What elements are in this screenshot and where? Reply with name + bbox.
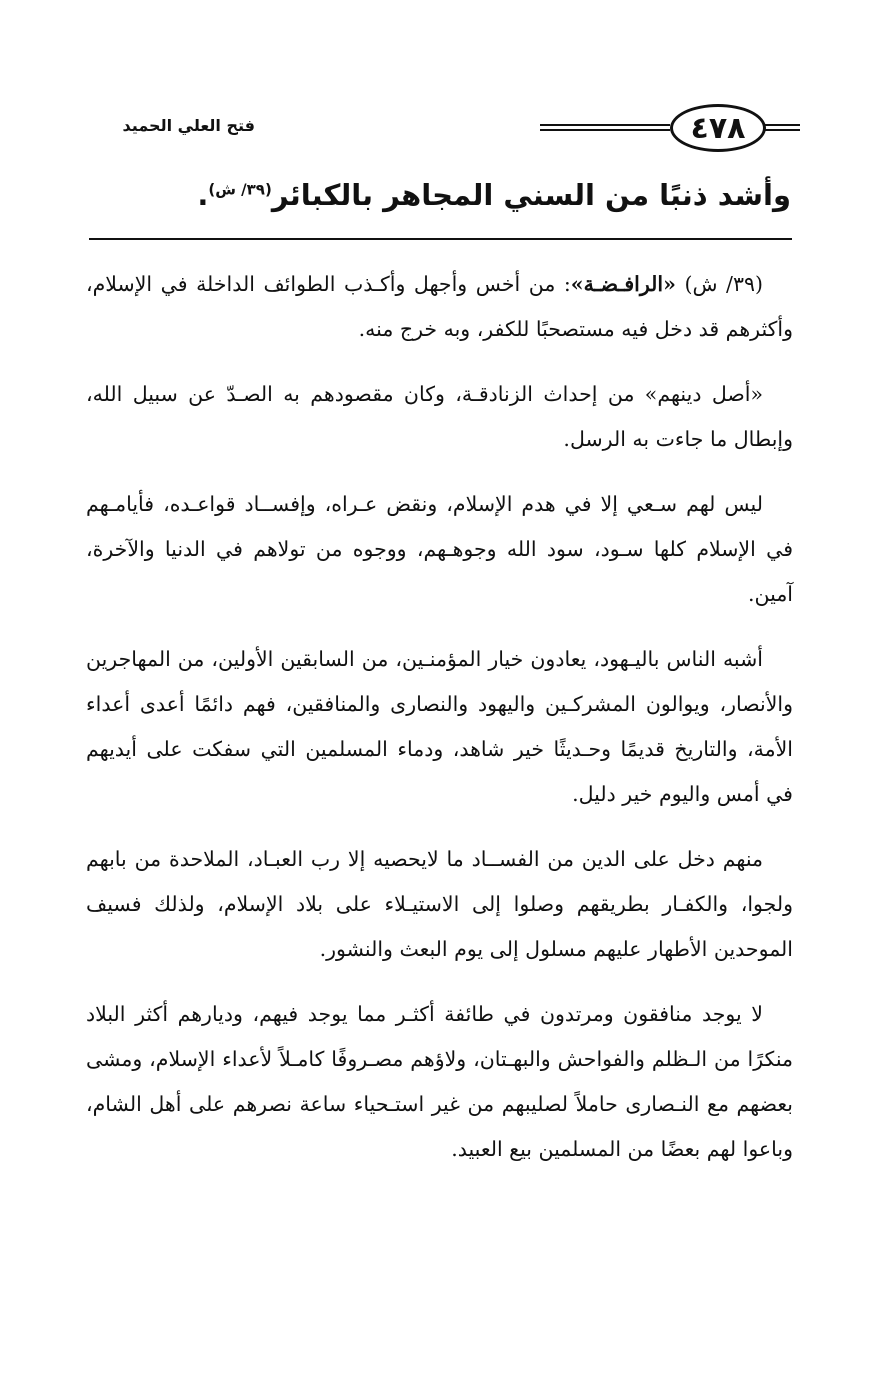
footnote-label: (٣٩/ ش) [684, 272, 763, 296]
footnote-p1-text: : من أخس وأجهل وأكـذب الطوائف الداخلة في الإسلام، وأكثرهم قد دخل فيه مستصحبًا للكفر، وبه خرج منه. [86, 272, 793, 341]
header-rule-left [540, 124, 670, 126]
page-number: ٤٧٨ [670, 104, 766, 152]
footnote-separator [89, 238, 792, 240]
footnote-paragraph-4: أشبه الناس باليـهود، يعادون خيار المؤمنـين، من السابقين الأولين، من المهاجرين والأنصار، ويوالون المشركـين واليهود والنصارى والمنافقين، فهم دائمًا أعدى أعداء الأمة، والتاريخ قديمًا وحـديثًا خير شاهد، ودماء المسلمين التي سفكت على أيديهم في أمس واليوم خير دليل. [86, 647, 793, 806]
main-text-line [91, 178, 791, 212]
header-rule-tail [765, 124, 800, 126]
running-header [80, 100, 800, 160]
footnote-paragraph-2: «أصل دينهم» من إحداث الزنادقـة، وكان مقصودهم به الصـدّ عن سبيل الله، وإبطال ما جاءت به الرسل. [86, 382, 793, 451]
footnote-paragraph-6: لا يوجد منافقون ومرتدون في طائفة أكثـر مما يوجد فيهم، وديارهم أكثر البلاد منكرًا من الـظلم والفواحش والبهـتان، ولاؤهم مصـروفًا كامـلاً لأعداء الإسلام، ومشى بعضهم مع النـصارى حاملاً لصليبهم من غير استـحياء ساعة نصرهم على أهل الشام، وباعوا لهم بعضًا من المسلمين بيع العبيد. [86, 1002, 793, 1161]
main-text: وأشد ذنبًا من السني المجاهر بالكبائر [271, 178, 791, 212]
footnote-reference: (٣٩/ ش) [208, 180, 272, 199]
main-text-end: . [197, 178, 209, 212]
footnote-body [86, 262, 793, 1192]
footnote-keyword: «الرافـضـة» [570, 272, 676, 296]
footnote-paragraph-5: منهم دخل على الدين من الفســاد ما لايحصيه إلا رب العبـاد، الملاحدة من بابهم ولجوا، والكفـار بطريقهم وصلوا إلى الاستيـلاء على بلاد الإسلام، ولذلك فسيف الموحدين الأطهار عليهم مسلول إلى يوم البعث والنشور. [86, 847, 793, 961]
footnote-paragraph-3: ليس لهم سـعي إلا في هدم الإسلام، ونقض عـراه، وإفســاد قواعـده، فأيامـهم في الإسلام كلها سـود، سود الله وجوهـهم، ووجوه من تولاهم في الدنيا والآخرة، آمين. [86, 492, 793, 606]
book-title: فتح العلي الحميد [122, 116, 255, 135]
footnote-paragraph-1 [86, 262, 793, 352]
